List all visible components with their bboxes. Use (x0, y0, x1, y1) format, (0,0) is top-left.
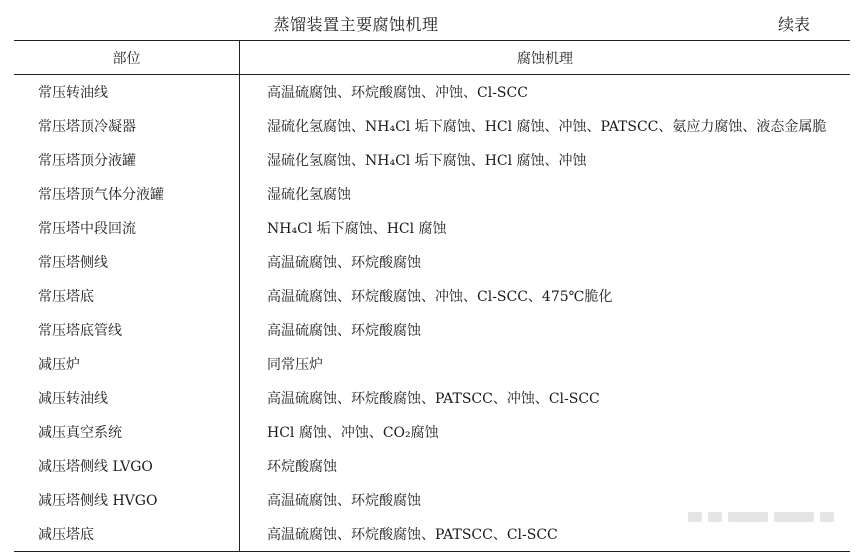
table-row (14, 143, 850, 177)
cell-part: 减压塔侧线 HVGO (14, 483, 240, 517)
cell-mechanism: 高温硫腐蚀、环烷酸腐蚀 (267, 323, 421, 339)
cell-mechanism: 高温硫腐蚀、环烷酸腐蚀、PATSCC、Cl-SCC (267, 527, 558, 543)
cell-part: 常压塔底管线 (14, 313, 240, 347)
cell-mechanism: 同常压炉 (267, 357, 323, 373)
cell-mechanism: 高温硫腐蚀、环烷酸腐蚀、冲蚀、Cl-SCC、475℃脆化 (267, 289, 613, 305)
cell-mechanism: 环烷酸腐蚀 (267, 459, 337, 475)
table-row (14, 211, 850, 245)
table-row (14, 415, 850, 449)
cell-part: 减压塔侧线 LVGO (14, 449, 240, 483)
cell-mechanism: 高温硫腐蚀、环烷酸腐蚀 (267, 255, 421, 271)
watermark-glyph (688, 512, 702, 522)
table-row (14, 245, 850, 279)
cell-mechanism: 湿硫化氢腐蚀、NH₄Cl 垢下腐蚀、HCl 腐蚀、冲蚀 (267, 153, 587, 169)
cell-part: 减压转油线 (14, 381, 240, 415)
table-row (14, 279, 850, 313)
table-row (14, 313, 850, 347)
table-row (14, 347, 850, 381)
cell-mechanism: 高温硫腐蚀、环烷酸腐蚀、PATSCC、冲蚀、Cl-SCC (267, 391, 600, 407)
cell-mechanism: 高温硫腐蚀、环烷酸腐蚀、冲蚀、Cl-SCC (267, 85, 528, 101)
cell-part: 减压炉 (14, 347, 240, 381)
continued-label: 续表 (778, 15, 811, 34)
cell-part: 减压塔底 (14, 517, 240, 551)
table-title: 蒸馏装置主要腐蚀机理 (273, 15, 439, 34)
watermark-glyph (820, 512, 834, 522)
cell-mechanism: 高温硫腐蚀、环烷酸腐蚀 (267, 493, 421, 509)
header-mechanism: 腐蚀机理 (517, 50, 573, 67)
corrosion-table (14, 40, 850, 552)
cell-part: 减压真空系统 (14, 415, 240, 449)
cell-part: 常压塔顶分液罐 (14, 143, 240, 177)
cell-part: 常压转油线 (14, 75, 240, 109)
cell-mechanism: 湿硫化氢腐蚀、NH₄Cl 垢下腐蚀、HCl 腐蚀、冲蚀、PATSCC、氨应力腐蚀、液态金属脆 (267, 119, 827, 135)
cell-part: 常压塔顶冷凝器 (14, 109, 240, 143)
cell-part: 常压塔顶气体分液罐 (14, 177, 240, 211)
table-row (14, 449, 850, 483)
watermark-glyph (728, 512, 768, 522)
cell-mechanism: NH₄Cl 垢下腐蚀、HCl 腐蚀 (267, 221, 447, 237)
cell-mechanism: HCl 腐蚀、冲蚀、CO₂腐蚀 (267, 425, 439, 441)
header-part: 部位 (14, 41, 240, 74)
cell-mechanism: 湿硫化氢腐蚀 (267, 187, 351, 203)
cell-part: 常压塔侧线 (14, 245, 240, 279)
watermark-glyph (774, 512, 814, 522)
table-row (14, 109, 850, 143)
table-header-row (14, 41, 850, 75)
table-row (14, 177, 850, 211)
watermark-glyph (708, 512, 722, 522)
table-row (14, 381, 850, 415)
cell-part: 常压塔中段回流 (14, 211, 240, 245)
table-row (14, 75, 850, 109)
watermark (688, 510, 838, 524)
cell-part: 常压塔底 (14, 279, 240, 313)
